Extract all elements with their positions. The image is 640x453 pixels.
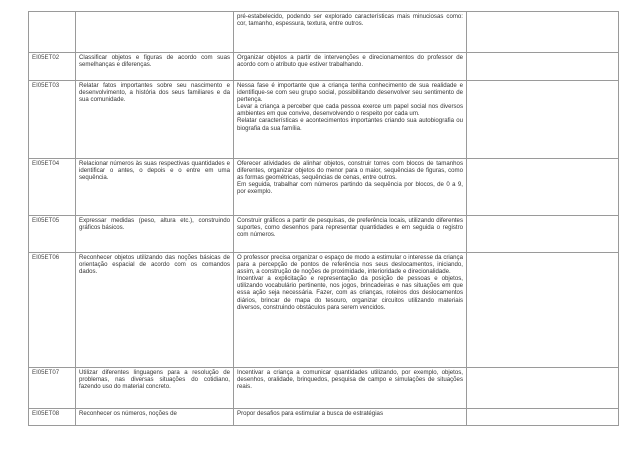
suggestion-paragraph: Levar a criança a perceber que cada pessoa exerce um papel social nos diversos ambientes em que convive, desenvolvendo o respeito por cada um. (237, 103, 463, 118)
learning-objective (76, 12, 234, 53)
empty-cell (467, 53, 619, 81)
curriculum-table (28, 11, 619, 426)
pedagogical-suggestion (234, 81, 467, 159)
objective-code: EI05ET04 (29, 159, 76, 216)
suggestion-paragraph: Relatar características e acontecimentos importantes criando sua autobiografia ou biografia da sua família. (237, 117, 463, 132)
objective-code: EI05ET03 (29, 81, 76, 159)
empty-cell (467, 253, 619, 368)
pedagogical-suggestion (234, 253, 467, 368)
suggestion-paragraph: Nessa fase é importante que a criança tenha conhecimento de sua realidade e identifique-se com seu grupo social, possibilitando desenvolver seu sentimento de pertença. (237, 82, 463, 104)
empty-cell (467, 368, 619, 409)
objective-code: EI05ET05 (29, 216, 76, 253)
empty-cell (467, 81, 619, 159)
learning-objective: Reconhecer objetos utilizando das noções básicas de orientação espacial de acordo com os comandos dados. (76, 253, 234, 368)
empty-cell (467, 159, 619, 216)
empty-cell (467, 409, 619, 426)
table-row (29, 159, 619, 216)
table-row (29, 12, 619, 53)
learning-objective: Relacionar números às suas respectivas quantidades e identificar o antes, o depois e o entre em uma sequência. (76, 159, 234, 216)
table-row (29, 81, 619, 159)
pedagogical-suggestion: Incentivar a criança a comunicar quantidades utilizando, por exemplo, objetos, desenhos, oralidade, brinquedos, pesquisa de campo e simulações de situações reais. (234, 368, 467, 409)
objective-code: EI05ET08 (29, 409, 76, 426)
pedagogical-suggestion (234, 159, 467, 216)
pedagogical-suggestion: Construir gráficos a partir de pesquisas, de preferência locais, utilizando diferentes suportes, como desenhos para representar quantidades e em seguida o registro com números. (234, 216, 467, 253)
pedagogical-suggestion: pré-estabelecido, podendo ser explorado características mais minuciosas como: cor, tamanho, espessura, textura, entre outros. (234, 12, 467, 53)
objective-code (29, 12, 76, 53)
suggestion-paragraph: Em seguida, trabalhar com números partindo da sequência por blocos, de 0 a 9, por exemplo. (237, 181, 463, 196)
table-row (29, 53, 619, 81)
learning-objective: Relatar fatos importantes sobre seu nascimento e desenvolvimento, a história dos seus familiares e da sua comunidade. (76, 81, 234, 159)
learning-objective: Utilizar diferentes linguagens para a resolução de problemas, nas diversas situações do cotidiano, fazendo uso do material concreto. (76, 368, 234, 409)
table-row (29, 409, 619, 426)
objective-code: EI05ET06 (29, 253, 76, 368)
learning-objective: Expressar medidas (peso, altura etc.), construindo gráficos básicos. (76, 216, 234, 253)
suggestion-paragraph: O professor precisa organizar o espaço de modo a estimular o interesse da criança para a percepção de pontos de referência nos seus deslocamentos, iniciando, assim, a construção de noções de proximidade, interioridade e direcionalidade. (237, 254, 463, 276)
table-row (29, 216, 619, 253)
table-row (29, 368, 619, 409)
learning-objective: Reconhecer os números, noções de (76, 409, 234, 426)
objective-code: EI05ET02 (29, 53, 76, 81)
suggestion-paragraph: Oferecer atividades de alinhar objetos, construir torres com blocos de tamanhos diferentes, organizar objetos do menor para o maior, sequências de figuras, como as formas geométricas, sequências de cenas, entre outros. (237, 160, 463, 182)
table-row (29, 253, 619, 368)
learning-objective: Classificar objetos e figuras de acordo com suas semelhanças e diferenças. (76, 53, 234, 81)
empty-cell (467, 216, 619, 253)
pedagogical-suggestion: Organizar objetos a partir de intervenções e direcionamentos do professor de acordo com o atributo que estiver trabalhando. (234, 53, 467, 81)
empty-cell (467, 12, 619, 53)
suggestion-paragraph: Incentivar a explicitação e representação da posição de pessoas e objetos, utilizando vocabulário pertinente, nos jogos, brincadeiras e nas situações em que essa ação seja necessária. Fazer, com as crianças, roteiros dos deslocamentos diários, brincar de mapa do tesouro, organizar circuitos utilizando materiais diversos, construindo obstáculos para serem vencidos. (237, 275, 463, 311)
objective-code: EI05ET07 (29, 368, 76, 409)
pedagogical-suggestion: Propor desafios para estimular a busca de estratégias (234, 409, 467, 426)
